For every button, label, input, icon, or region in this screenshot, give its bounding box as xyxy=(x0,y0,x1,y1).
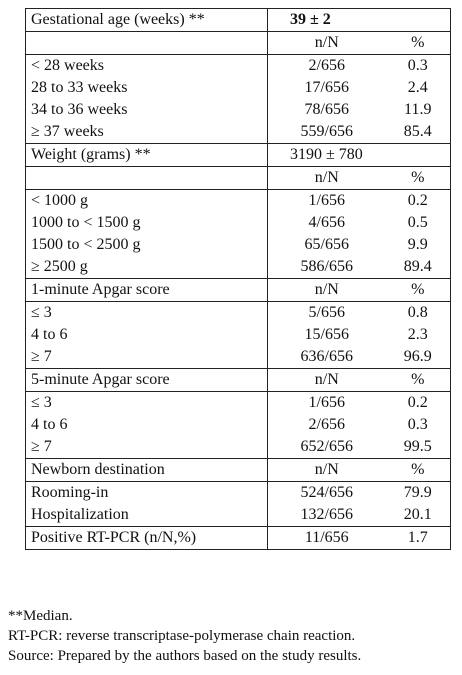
table-row-data xyxy=(26,190,451,213)
row-percent: 20.1 xyxy=(386,504,451,527)
row-percent: 0.3 xyxy=(386,414,451,436)
row-label: Positive RT-PCR (n/N,%) xyxy=(26,527,268,550)
row-label: < 28 weeks xyxy=(26,55,268,78)
row-label: < 1000 g xyxy=(26,190,268,213)
table-row-colhead xyxy=(26,167,451,190)
row-percent: 79.9 xyxy=(386,482,451,505)
row-summary-value: 3190 ± 780 xyxy=(268,144,451,167)
row-percent: 0.8 xyxy=(386,302,451,325)
row-label: 1000 to < 1500 g xyxy=(26,212,268,234)
section-label: 1-minute Apgar score xyxy=(26,279,268,302)
table-row-data xyxy=(26,504,451,527)
table-row-data xyxy=(26,346,451,369)
row-count: 17/656 xyxy=(304,79,349,96)
table-row-data xyxy=(26,436,451,459)
row-label: ≥ 7 xyxy=(26,436,268,459)
row-summary-value: 39 ± 2 xyxy=(268,9,451,32)
row-percent: 99.5 xyxy=(386,436,451,459)
table-row-data xyxy=(26,324,451,346)
column-header-n: n/N xyxy=(268,167,386,190)
row-count: 586/656 xyxy=(268,256,386,279)
row-count: 4/656 xyxy=(308,214,345,231)
row-count: 524/656 xyxy=(268,482,386,505)
column-header-percent: % xyxy=(386,279,451,302)
row-label: 4 to 6 xyxy=(26,324,268,346)
row-percent: 0.2 xyxy=(386,190,451,213)
column-header-n: n/N xyxy=(268,279,386,302)
table-row-section xyxy=(26,369,451,392)
row-label: 4 to 6 xyxy=(26,414,268,436)
row-label: Rooming-in xyxy=(26,482,268,505)
column-header-percent: % xyxy=(386,32,451,55)
row-percent: 96.9 xyxy=(386,346,451,369)
row-count: 2/656 xyxy=(268,55,386,78)
row-count: 652/656 xyxy=(268,436,386,459)
section-label: Newborn destination xyxy=(26,459,268,482)
table-row-data xyxy=(26,121,451,144)
column-header-percent: % xyxy=(386,369,451,392)
row-percent: 85.4 xyxy=(386,121,451,144)
row-count: 1/656 xyxy=(268,392,386,415)
row-count: 636/656 xyxy=(268,346,386,369)
row-count: 559/656 xyxy=(268,121,386,144)
table-notes xyxy=(8,606,458,666)
row-count: 2/656 xyxy=(308,416,345,433)
table-row-data xyxy=(26,414,451,436)
table-row-single xyxy=(26,527,451,550)
row-percent: 0.5 xyxy=(386,212,451,234)
column-header-n: n/N xyxy=(268,369,386,392)
row-label: ≥ 2500 g xyxy=(26,256,268,279)
row-label: Weight (grams) ** xyxy=(26,144,268,167)
table-row-data xyxy=(26,55,451,78)
row-count: 132/656 xyxy=(268,504,386,527)
row-label: Gestational age (weeks) ** xyxy=(26,9,268,32)
row-percent: 89.4 xyxy=(386,256,451,279)
row-count: 15/656 xyxy=(304,326,349,343)
results-table-body xyxy=(26,9,451,550)
row-percent: 11.9 xyxy=(386,99,451,121)
row-label: Hospitalization xyxy=(26,504,268,527)
row-label: 28 to 33 weeks xyxy=(26,77,268,99)
table-row-colhead xyxy=(26,32,451,55)
table-row-data xyxy=(26,392,451,415)
table-row-data xyxy=(26,256,451,279)
table-row-header xyxy=(26,9,451,32)
row-label: ≥ 7 xyxy=(26,346,268,369)
blank-cell xyxy=(26,167,268,190)
results-table xyxy=(25,8,451,550)
row-percent: 2.4 xyxy=(386,77,451,99)
row-count: 65/656 xyxy=(304,236,349,253)
row-percent: 0.3 xyxy=(386,55,451,78)
row-label: ≤ 3 xyxy=(26,302,268,325)
row-percent: 9.9 xyxy=(386,234,451,256)
table-row-section xyxy=(26,279,451,302)
row-count: 1/656 xyxy=(268,190,386,213)
row-percent: 1.7 xyxy=(386,527,451,550)
column-header-percent: % xyxy=(386,459,451,482)
table-row-data xyxy=(26,77,451,99)
row-label: ≥ 37 weeks xyxy=(26,121,268,144)
row-count: 5/656 xyxy=(268,302,386,325)
blank-cell xyxy=(26,32,268,55)
table-row-data xyxy=(26,234,451,256)
table-row-data xyxy=(26,99,451,121)
table-row-data xyxy=(26,482,451,505)
row-count: 78/656 xyxy=(304,101,349,118)
note-rtpcr: RT-PCR: reverse transcriptase-polymerase chain reaction. xyxy=(8,628,356,644)
row-percent: 0.2 xyxy=(386,392,451,415)
table-row-data xyxy=(26,302,451,325)
note-source: Source: Prepared by the authors based on the study results. xyxy=(8,648,362,664)
table-row-section xyxy=(26,459,451,482)
column-header-n: n/N xyxy=(268,32,386,55)
note-median: **Median. xyxy=(8,608,73,624)
row-label: 34 to 36 weeks xyxy=(26,99,268,121)
row-percent: 2.3 xyxy=(386,324,451,346)
column-header-percent: % xyxy=(386,167,451,190)
section-label: 5-minute Apgar score xyxy=(26,369,268,392)
row-count: 11/656 xyxy=(268,527,386,550)
row-label: 1500 to < 2500 g xyxy=(26,234,268,256)
column-header-n: n/N xyxy=(268,459,386,482)
table-row-data xyxy=(26,212,451,234)
row-label: ≤ 3 xyxy=(26,392,268,415)
table-row-header xyxy=(26,144,451,167)
